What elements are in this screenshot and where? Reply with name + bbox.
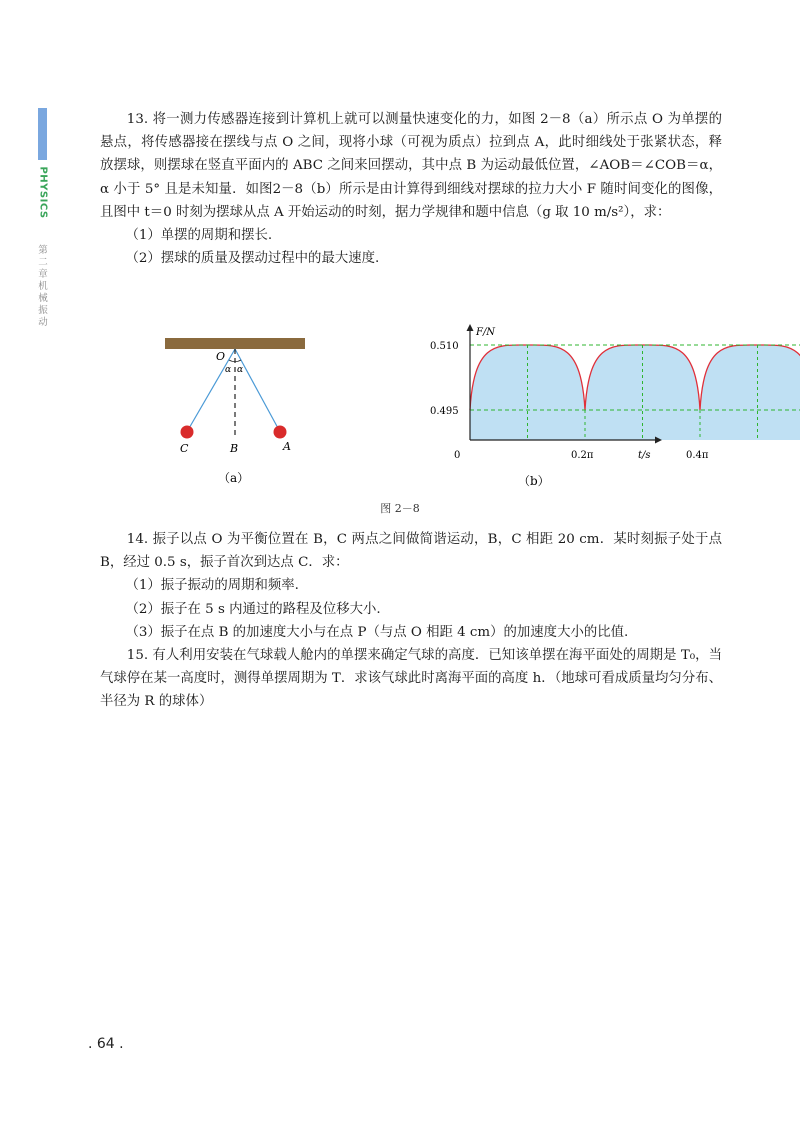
y-tick-label: 0.510 — [430, 341, 459, 352]
string-left — [188, 349, 235, 430]
sidebar-subject-label: PHYSICS — [37, 165, 49, 219]
ball-a — [274, 426, 287, 439]
problem-13-text: 13. 将一测力传感器连接到计算机上就可以测量快速变化的力，如图 2－8（a）所示点 O 为单摆的悬点，将传感器接在摆线与点 O 之间，现将小球（可视为质点）拉到点 A，此时细线处于张紧状态，释放摆球，则摆球在竖直平面内的 ABC 之间来回摆动，其中点 B 为运动最低位置，∠AOB＝∠COB＝α，α 小于 5° 且是未知量．如图2－8（b）所示是由计算得到细线对摆球的拉力大小 F 随时间变化的图像，且图中 t＝0 时刻为摆球从点 A 开始运动的时刻，据力学规律和题中信息（g 取 10 m/s²），求： — [100, 112, 722, 220]
figure-caption: 图 2－8 — [380, 502, 420, 515]
figure-2-8 — [150, 322, 709, 502]
problem-13-q2: （2）摆球的质量及摆动过程中的最大速度. — [125, 251, 380, 267]
label-a: A — [283, 440, 291, 453]
curve-fill — [470, 345, 800, 440]
label-b: B — [230, 442, 239, 455]
problem-13-q1: （1）单摆的周期和摆长. — [125, 228, 273, 244]
sidebar-accent-bar — [38, 108, 47, 160]
force-time-chart — [420, 322, 709, 494]
label-alpha-left: α — [225, 365, 232, 375]
label-c: C — [180, 442, 189, 455]
label-o: O — [216, 350, 226, 363]
x-tick-label: 0.2π — [571, 450, 594, 461]
pendulum-diagram — [150, 322, 330, 492]
figure-b-label: （b） — [518, 474, 550, 488]
problem-15-text: 15. 有人利用安装在气球载人舱内的单摆来确定气球的高度．已知该单摆在海平面处的周期是 T₀，当气球停在某一高度时，测得单摆周期为 T．求该气球此时离海平面的高度 h．（地球可看成质量均匀分布、半径为 R 的球体） — [100, 648, 722, 710]
figure-a-label: （a） — [218, 471, 250, 485]
x-axis-label: t/s — [638, 450, 651, 461]
y-axis-label: F/N — [476, 327, 496, 338]
problem-13 — [100, 108, 722, 270]
string-right — [235, 349, 279, 430]
y-tick-label: 0.495 — [430, 406, 459, 417]
x-tick-label: 0.4π — [686, 450, 709, 461]
problem-14-text: 14. 振子以点 O 为平衡位置在 B，C 两点之间做简谐运动，B，C 相距 20 cm．某时刻振子处于点 B，经过 0.5 s，振子首次到达点 C．求： — [100, 532, 722, 571]
problem-14-q1: （1）振子振动的周期和频率. — [125, 578, 299, 594]
sidebar-chapter: 第二章 机械振动 — [38, 245, 48, 328]
label-alpha-right: α — [237, 365, 244, 375]
problem-14-q3: （3）振子在点 B 的加速度大小与在点 P（与点 O 相距 4 cm）的加速度大小的比值. — [125, 624, 629, 640]
sidebar-subject — [36, 160, 50, 224]
ceiling — [165, 338, 305, 349]
x-tick-label: 0 — [454, 450, 461, 461]
y-axis-arrow — [467, 324, 474, 331]
problems-14-15 — [100, 528, 722, 714]
ball-c — [181, 426, 194, 439]
page-number: . 64 . — [88, 1036, 124, 1052]
problem-14-q2: （2）振子在 5 s 内通过的路程及位移大小. — [125, 601, 381, 617]
